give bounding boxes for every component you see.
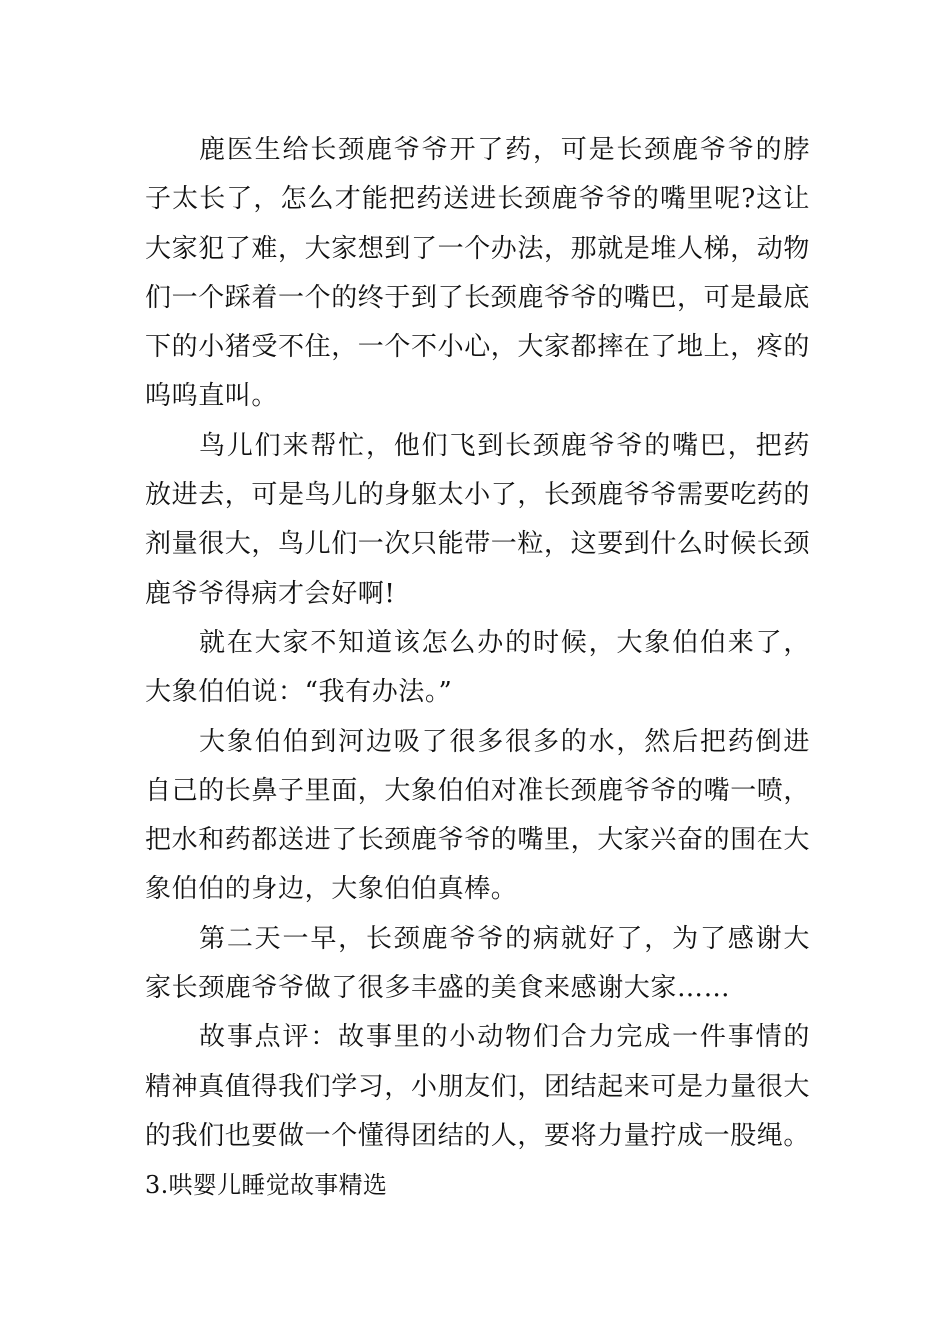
paragraph-elephant-arrives: 就在大家不知道该怎么办的时候，大象伯伯来了，大象伯伯说：“我有办法。”	[145, 627, 810, 708]
section-heading: 3.哄婴儿睡觉故事精选	[145, 1171, 388, 1200]
paragraph-elephant-sprays: 大象伯伯到河边吸了很多很多的水，然后把药倒进自己的长鼻子里面，大象伯伯对准长颈鹿爷爷的嘴一喷，把水和药都送进了长颈鹿爷爷的嘴里，大家兴奋的围在大象伯伯的身边，大象伯伯真棒。	[145, 726, 811, 905]
paragraph-giraffe-medicine: 鹿医生给长颈鹿爷爷开了药，可是长颈鹿爷爷的脖子太长了，怎么才能把药送进长颈鹿爷爷的嘴里呢?这让大家犯了难，大家想到了一个办法，那就是堆人梯，动物们一个踩着一个的终于到了长颈鹿爷爷的嘴巴，可是最底下的小猪受不住，一个不小心，大家都摔在了地上，疼的呜呜直叫。	[145, 135, 811, 412]
paragraph-next-day: 第二天一早，长颈鹿爷爷的病就好了，为了感谢大家长颈鹿爷爷做了很多丰盛的美食来感谢大家……	[145, 923, 810, 1004]
document-body	[145, 126, 810, 1211]
paragraph-birds-help: 鸟儿们来帮忙，他们飞到长颈鹿爷爷的嘴巴，把药放进去，可是鸟儿的身躯太小了，长颈鹿爷爷需要吃药的剂量很大，鸟儿们一次只能带一粒，这要到什么时候长颈鹿爷爷得病才会好啊!	[145, 430, 811, 609]
paragraph-story-comment: 故事点评：故事里的小动物们合力完成一件事情的精神真值得我们学习，小朋友们，团结起来可是力量很大的我们也要做一个懂得团结的人，要将力量拧成一股绳。	[145, 1022, 811, 1151]
